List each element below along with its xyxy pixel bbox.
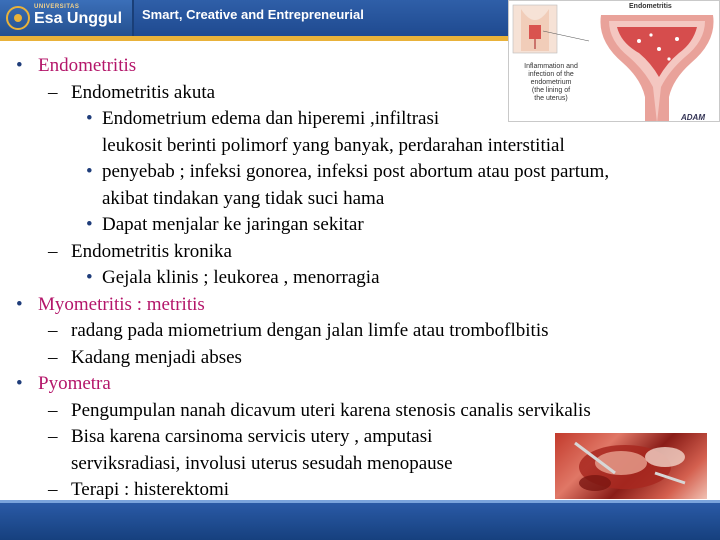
university-name: Esa Unggul bbox=[34, 10, 123, 27]
caption-line: (the lining of bbox=[531, 87, 571, 94]
bullet-marker: – bbox=[48, 346, 58, 368]
bullet-marker: • bbox=[16, 373, 23, 394]
specimen-photo-icon bbox=[555, 433, 707, 499]
tagline: Smart, Creative and Entrepreneurial bbox=[142, 7, 364, 22]
caption-line: the uterus) bbox=[534, 95, 568, 102]
figure-title: Endometritis bbox=[629, 3, 672, 10]
figure-caption bbox=[515, 63, 587, 103]
bullet-text: Endometrium edema dan hiperemi ,infiltrasi bbox=[102, 108, 440, 129]
university-logo bbox=[0, 0, 134, 36]
bullet-text: Gejala klinis ; leukorea , menorragia bbox=[102, 267, 380, 288]
bullet-marker: – bbox=[48, 399, 58, 421]
pyometra-specimen-photo bbox=[555, 433, 707, 499]
endometritis-illustration bbox=[508, 0, 720, 122]
adam-watermark: ADAM bbox=[681, 113, 705, 122]
bullet-marker: • bbox=[86, 108, 93, 129]
bullet-text: Kadang menjadi abses bbox=[71, 346, 242, 368]
uterus-diagram-icon bbox=[509, 1, 720, 122]
bullet-marker: • bbox=[86, 161, 93, 182]
bullet-text: radang pada miometrium dengan jalan limfe atau tromboflbitis bbox=[71, 320, 549, 341]
bullet-marker: – bbox=[48, 320, 58, 341]
bullet-text: Myometritis : metritis bbox=[38, 293, 205, 315]
bullet-text: Endometritis kronika bbox=[71, 240, 232, 262]
bullet-text: Terapi : histerektomi bbox=[71, 479, 230, 500]
logo-emblem-icon bbox=[6, 6, 30, 30]
bullet-marker: • bbox=[16, 55, 23, 76]
bullet-text: Endometritis bbox=[38, 55, 137, 76]
bullet-marker: – bbox=[48, 81, 58, 103]
caption-line: endometrium bbox=[530, 79, 572, 86]
footer-bar bbox=[0, 503, 720, 540]
bullet-text: Pyometra bbox=[38, 373, 111, 394]
bullet-marker: • bbox=[16, 293, 23, 315]
bullet-marker: – bbox=[48, 426, 58, 447]
caption-line: Inflammation and bbox=[524, 63, 578, 70]
bullet-text: Endometritis akuta bbox=[71, 81, 216, 103]
bullet-text: akibat tindakan yang tidak suci hama bbox=[102, 187, 385, 209]
university-label: UNIVERSITAS bbox=[34, 4, 80, 10]
bullet-marker: • bbox=[86, 214, 93, 235]
bullet-text: Dapat menjalar ke jaringan sekitar bbox=[102, 214, 364, 235]
bullet-text: penyebab ; infeksi gonorea, infeksi post abortum atau post partum, bbox=[102, 161, 610, 182]
bullet-marker: • bbox=[86, 267, 93, 288]
bullet-text: serviksradiasi, involusi uterus sesudah menopause bbox=[71, 452, 453, 474]
bullet-text: Pengumpulan nanah dicavum uteri karena stenosis canalis servikalis bbox=[71, 399, 591, 421]
bullet-text: leukosit berinti polimorf yang banyak, perdarahan interstitial bbox=[102, 134, 565, 156]
bullet-marker: – bbox=[48, 240, 58, 262]
bullet-text: Bisa karena carsinoma servicis utery , amputasi bbox=[71, 426, 433, 447]
caption-line: infection of the bbox=[528, 71, 574, 78]
bullet-marker: – bbox=[48, 479, 58, 500]
